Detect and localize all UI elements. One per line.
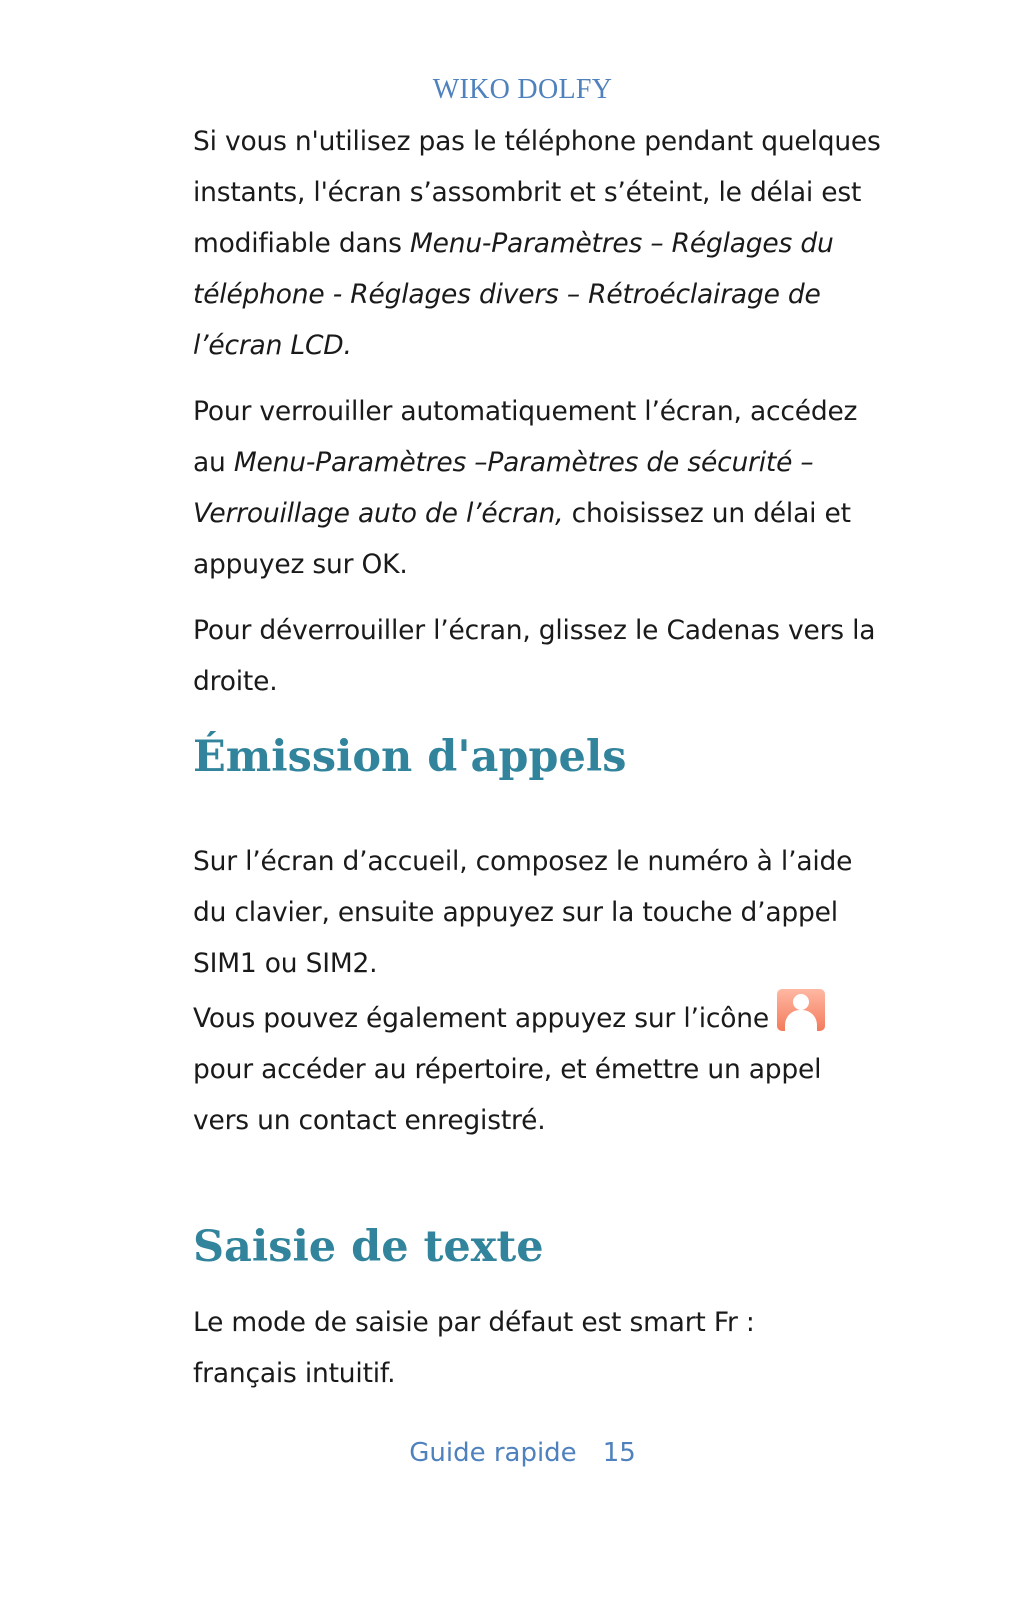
paragraph-screen-timeout [193,116,883,371]
screen-timeout-text: Si vous n'utilisez pas le téléphone pendant quelques instants, l'écran s’assombrit et s’éteint, le délai est modifiable dans [193,126,881,259]
contact-icon [777,989,825,1031]
running-header: WIKO DOLFY [432,74,613,105]
auto-lock-text: Pour verrouiller automatiquement l’écran, accédez au [193,396,858,478]
phonebook-text-start: Vous pouvez également appuyez sur l’icône [193,1003,769,1034]
heading-calls: Émission d'appels [193,732,627,782]
paragraph-input-mode: Le mode de saisie par défaut est smart Fr : français intuitif. [193,1307,755,1389]
phonebook-text-end: pour accéder au répertoire, et émettre un appel vers un contact enregistré. [193,1054,822,1136]
heading-text-input: Saisie de texte [193,1222,544,1272]
calls-section [193,836,883,1146]
page-number: 15 [602,1438,636,1468]
footer [0,1438,1019,1468]
auto-lock-text-end: choisissez un délai et appuyez sur OK. [193,498,851,580]
footer-label: Guide rapide [409,1438,577,1468]
screen-timeout-menu-path: Menu-Paramètres – Réglages du téléphone - Réglages divers – Rétroéclairage de l’écran LCD. [193,228,834,361]
screen-lock-section [193,116,883,707]
auto-lock-menu-path: Menu-Paramètres –Paramètres de sécurité –Verrouillage auto de l’écran, [193,447,814,529]
paragraph-unlock: Pour déverrouiller l’écran, glissez le Cadenas vers la droite. [193,615,876,697]
text-input-section [193,1297,883,1399]
paragraph-dial: Sur l’écran d’accueil, composez le numéro à l’aide du clavier, ensuite appuyez sur la touche d’appel SIM1 ou SIM2. [193,846,853,979]
paragraph-phonebook [193,989,883,1146]
paragraph-auto-lock [193,386,883,590]
